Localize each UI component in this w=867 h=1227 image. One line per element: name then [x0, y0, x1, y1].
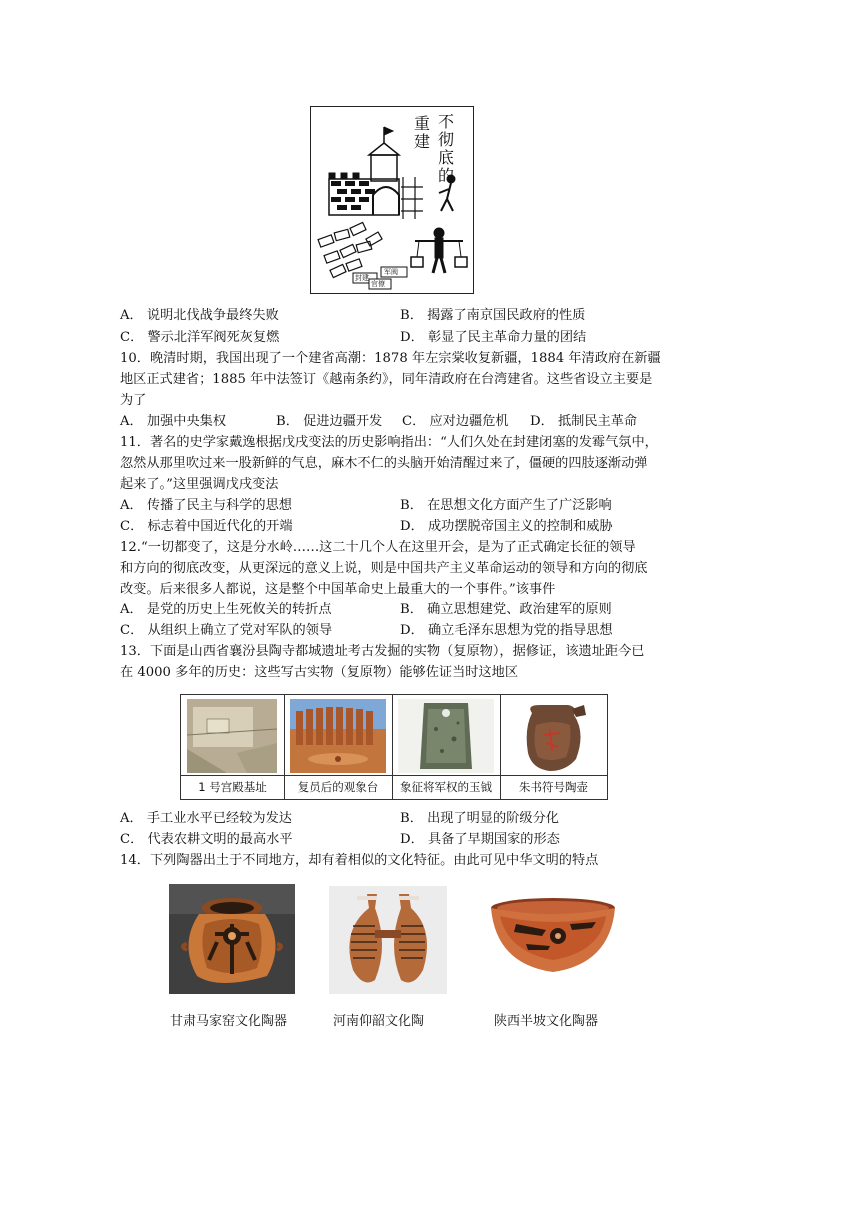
- cartoon-figure: [310, 106, 474, 294]
- q12-stem-line3: 改变。后来很多人都说，这是整个中国革命史上最重大的一个事件。”该事件: [120, 582, 556, 597]
- q9-option-d: D． 彰显了民主革命力量的团结: [400, 330, 587, 345]
- q11-stem-line1: 11．著名的史学家戴逸根据戊戌变法的历史影响指出：“人们久处在封建闭塞的发霉气氛中，: [120, 435, 658, 450]
- cartoon-sign-feudal: 封建: [355, 274, 369, 282]
- q13-option-b: B． 出现了明显的阶级分化: [400, 811, 559, 826]
- relic-caption-observatory: 复员后的观象台: [284, 775, 392, 798]
- q11-option-b: B． 在思想文化方面产生了广泛影响: [400, 498, 612, 513]
- relic-cell-pot: [500, 695, 607, 799]
- jade-axe-photo: [398, 699, 494, 773]
- q10-stem-line1: 10．晚清时期，我国出现了一个建省高潮：1878 年左宗棠收复新疆，1884 年清政府在新疆: [120, 351, 661, 366]
- q9-option-a: A． 说明北伐战争最终失败: [120, 308, 279, 323]
- q11-stem-line2: 忽然从那里吹过来一股新鲜的气息，麻木不仁的头脑开始清醒过来了，僵硬的四肢逐渐动弹: [120, 456, 648, 471]
- majiayao-pottery-image: [169, 884, 295, 994]
- banpo-pottery-photo: [486, 894, 620, 978]
- q13-option-c: C． 代表农耕文明的最高水平: [120, 832, 293, 847]
- q10-option-a: A． 加强中央集权: [120, 414, 227, 429]
- observatory-photo: [290, 699, 386, 773]
- q13-stem-line2: 在 4000 多年的历史：这些写古实物（复原物）能够佐证当时这地区: [120, 665, 519, 680]
- relic-caption-jade-axe: 象征将军权的玉钺: [392, 775, 500, 798]
- inscribed-pot-photo: [506, 699, 601, 773]
- q13-option-a: A． 手工业水平已经较为发达: [120, 811, 292, 826]
- yangshao-caption: 河南仰韶文化陶: [333, 1014, 425, 1029]
- q12-stem-line2: 和方向的彻底改变，从更深远的意义上说，则是中国共产主义革命运动的领导和方向的彻底: [120, 561, 648, 576]
- cartoon-caption-rebuild: 重建: [413, 114, 430, 151]
- q11-option-d: D． 成功摆脱帝国主义的控制和威胁: [400, 519, 613, 534]
- cartoon-sign-bureaucrat: 官僚: [371, 280, 385, 288]
- q9-option-c: C． 警示北洋军阀死灰复燃: [120, 330, 280, 345]
- relics-photo-table: [180, 694, 608, 800]
- q10-option-d: D． 抵制民主革命: [530, 414, 638, 429]
- palace-site-photo: [187, 699, 277, 773]
- majiayao-pottery-photo: [169, 884, 295, 994]
- q14-stem-line1: 14．下列陶器出土于不同地方，却有着相似的文化特征。由此可见中华文明的特点: [120, 853, 599, 868]
- yangshao-pottery-photo: [329, 886, 447, 994]
- cartoon-caption-vertical: 不彻底的: [437, 112, 454, 185]
- relic-caption-palace: 1 号宫殿基址: [181, 775, 284, 798]
- cartoon-sign-warlord: 军阀: [384, 268, 398, 276]
- q11-option-a: A． 传播了民主与科学的思想: [120, 498, 292, 513]
- relic-caption-pot: 朱书符号陶壶: [500, 775, 607, 798]
- q10-stem-line2: 地区正式建省；1885 年中法签订《越南条约》，同年清政府在台湾建省。这些省设立主要是: [120, 372, 653, 387]
- relic-cell-palace: [181, 695, 285, 799]
- q12-option-b: B． 确立思想建党、政治建军的原则: [400, 602, 612, 617]
- banpo-pottery-image: [486, 894, 620, 978]
- q13-stem-line1: 13．下面是山西省襄汾县陶寺都城遗址考古发掘的实物（复原物），据修证，该遗址距今已: [120, 644, 645, 659]
- majiayao-caption: 甘肃马家窑文化陶器: [170, 1014, 288, 1029]
- relic-cell-jade-axe: [392, 695, 501, 799]
- q12-option-a: A． 是党的历史上生死攸关的转折点: [120, 602, 332, 617]
- q12-stem-line1: 12.“一切都变了，这是分水岭……这二十几个人在这里开会，是为了正式确定长征的领导: [120, 540, 636, 555]
- q13-option-d: D． 具备了早期国家的形态: [400, 832, 560, 847]
- q12-option-c: C． 从组织上确立了党对军队的领导: [120, 623, 333, 638]
- q11-option-c: C． 标志着中国近代化的开端: [120, 519, 293, 534]
- q10-option-c: C． 应对边疆危机: [402, 414, 509, 429]
- q10-option-b: B． 促进边疆开发: [276, 414, 383, 429]
- q12-option-d: D． 确立毛泽东思想为党的指导思想: [400, 623, 613, 638]
- q10-stem-line3: 为了: [120, 393, 147, 408]
- yangshao-pottery-image: [329, 886, 447, 994]
- banpo-caption: 陕西半坡文化陶器: [494, 1014, 599, 1029]
- q9-option-b: B． 揭露了南京国民政府的性质: [400, 308, 586, 323]
- q11-stem-line3: 起来了。”这里强调戊戌变法: [120, 477, 279, 492]
- relic-cell-observatory: [284, 695, 393, 799]
